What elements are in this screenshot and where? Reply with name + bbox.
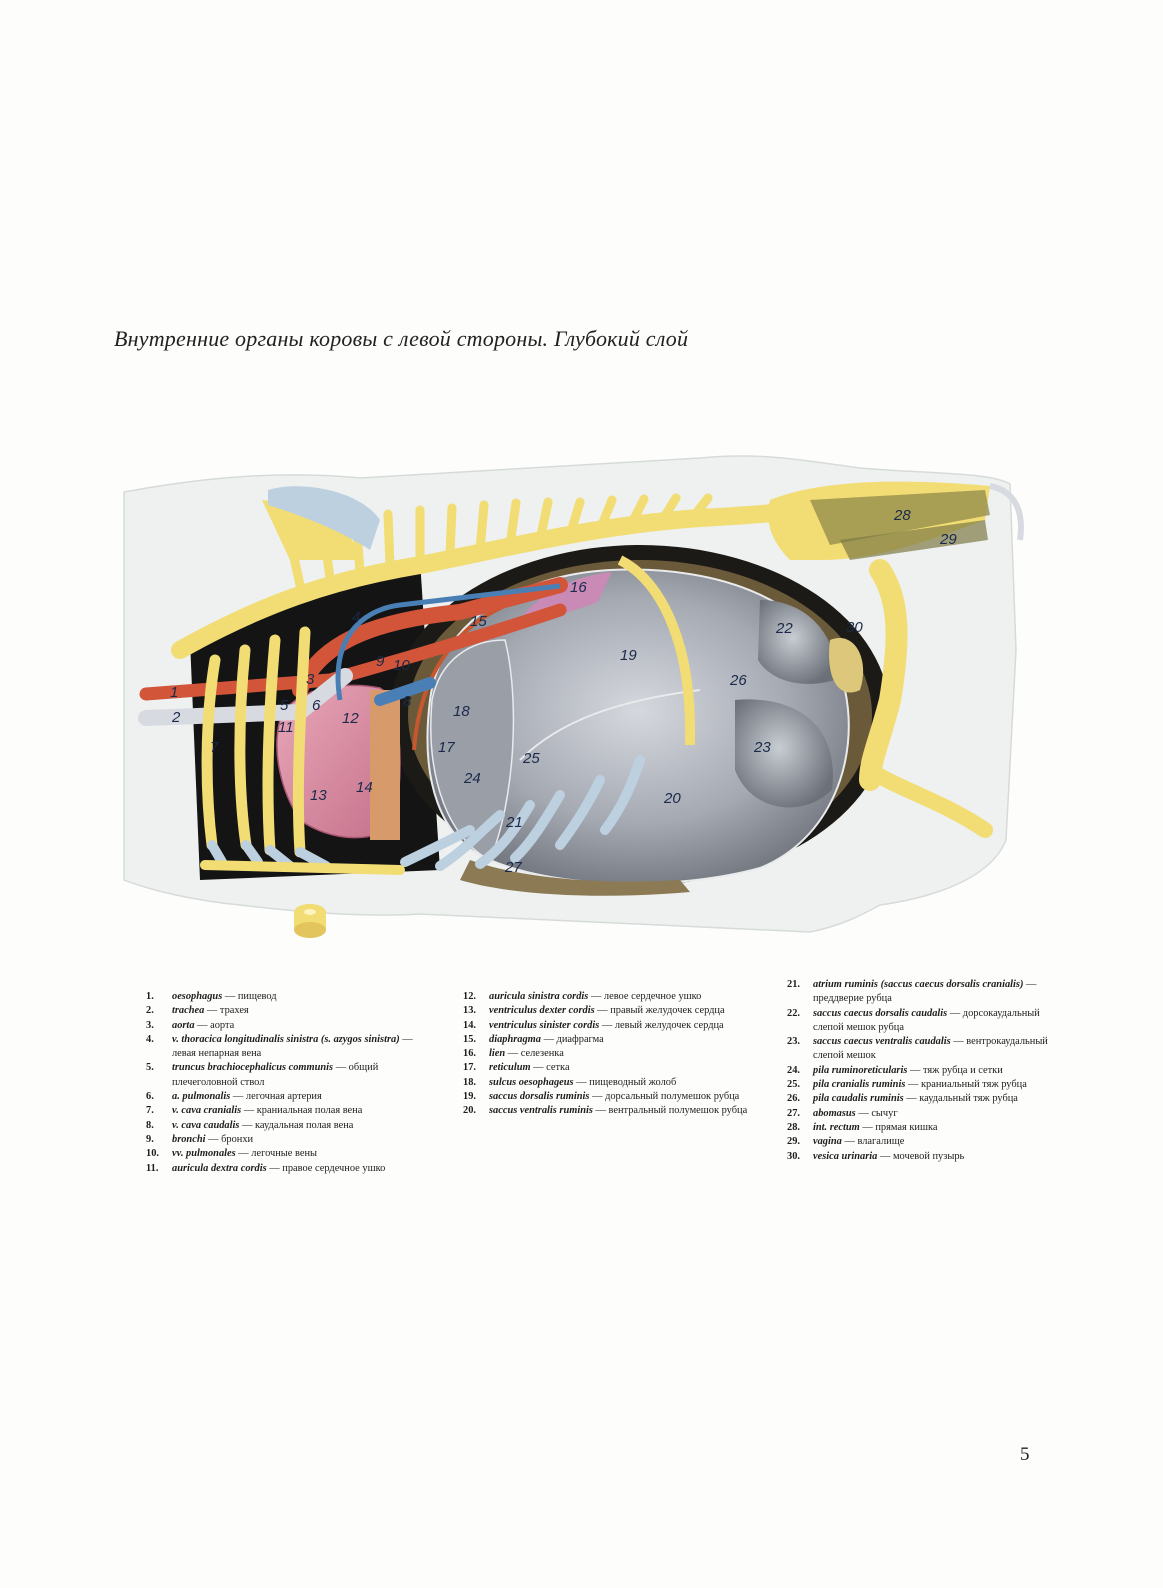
label-30: 30 bbox=[846, 619, 863, 636]
label-19: 19 bbox=[620, 647, 637, 664]
label-25: 25 bbox=[523, 750, 540, 767]
label-7: 7 bbox=[210, 739, 219, 756]
legend-entry: 9. bronchi — бронхи bbox=[146, 1133, 254, 1145]
label-6: 6 bbox=[312, 697, 321, 714]
legend-entry: 6. a. pulmonalis — легочная артерия bbox=[146, 1091, 322, 1103]
legend-entry: 3. aorta — аорта bbox=[146, 1019, 235, 1031]
legend-entry: 2. trachea — трахея bbox=[146, 1005, 249, 1017]
label-1: 1 bbox=[170, 684, 179, 701]
legend-entry: 18. sulcus oesophageus — пищеводный жолоб bbox=[463, 1076, 677, 1088]
label-27: 27 bbox=[505, 859, 522, 876]
label-13: 13 bbox=[310, 787, 327, 804]
legend-entry: 21. atrium ruminis (saccus caecus dorsalis cranialis) — преддверие рубца bbox=[787, 979, 1037, 1005]
legend-entry: 27. abomasus — сычуг bbox=[787, 1107, 898, 1119]
legend-entry: 8. v. cava caudalis — каудальная полая вена bbox=[146, 1119, 354, 1131]
label-17: 17 bbox=[438, 739, 455, 756]
legend-entry: 13. ventriculus dexter cordis — правый желудочек сердца bbox=[463, 1005, 725, 1017]
label-28: 28 bbox=[894, 507, 911, 524]
label-5: 5 bbox=[280, 697, 289, 714]
legend-entry: 7. v. cava cranialis — краниальная полая вена bbox=[146, 1105, 363, 1117]
legend-entry: 12. auricula sinistra cordis — левое сердечное ушко bbox=[463, 991, 702, 1002]
legend-column-1 bbox=[146, 990, 426, 1176]
legend-entry: 4. v. thoracica longitudinalis sinistra (s. azygos sinistra) — левая непарная вена bbox=[146, 1033, 413, 1060]
legend-entry: 30. vesica urinaria — мочевой пузырь bbox=[787, 1150, 965, 1162]
legend-entry: 22. saccus caecus dorsalis caudalis — дорсокаудальный слепой мешок рубца bbox=[787, 1007, 1040, 1033]
legend-column-2 bbox=[463, 990, 753, 1119]
left-ventricle-band bbox=[370, 690, 400, 840]
label-3: 3 bbox=[306, 671, 315, 688]
label-15: 15 bbox=[470, 613, 487, 630]
label-18: 18 bbox=[453, 703, 470, 720]
label-24: 24 bbox=[464, 770, 481, 787]
label-14: 14 bbox=[356, 779, 373, 796]
legend-entry: 25. pila cranialis ruminis — краниальный тяж рубца bbox=[787, 1079, 1027, 1091]
label-23: 23 bbox=[754, 739, 771, 756]
label-16: 16 bbox=[570, 579, 587, 596]
sternum bbox=[205, 865, 400, 870]
label-10: 10 bbox=[393, 657, 410, 674]
label-12: 12 bbox=[342, 710, 359, 727]
label-11: 11 bbox=[278, 719, 294, 736]
legend-entry: 20. saccus ventralis ruminis — вентральный полумешок рубца bbox=[463, 1105, 748, 1117]
legend-entry: 19. saccus dorsalis ruminis — дорсальный полумешок рубца bbox=[463, 1091, 740, 1103]
label-26: 26 bbox=[730, 672, 747, 689]
legend-entry: 5. truncus brachiocephalicus communis — общий плечеголовной ствол bbox=[146, 1062, 379, 1088]
page-title: Внутренние органы коровы с левой стороны. Глубокий слой bbox=[114, 326, 689, 351]
label-21: 21 bbox=[506, 814, 523, 831]
label-2: 2 bbox=[172, 709, 181, 726]
page-number: 5 bbox=[1020, 1444, 1030, 1465]
legend-entry: 11. auricula dextra cordis — правое сердечное ушко bbox=[146, 1162, 386, 1174]
legend-entry: 16. lien — селезенка bbox=[463, 1048, 564, 1060]
legend-entry: 28. int. rectum — прямая кишка bbox=[787, 1121, 938, 1133]
label-22: 22 bbox=[776, 620, 793, 637]
label-20: 20 bbox=[664, 790, 681, 807]
legend-entry: 1. oesophagus — пищевод bbox=[146, 991, 277, 1002]
cut-vertebra bbox=[294, 904, 326, 938]
legend-entry: 29. vagina — влагалище bbox=[787, 1136, 905, 1148]
legend-entry: 26. pila caudalis ruminis — каудальный тяж рубца bbox=[787, 1093, 1018, 1105]
legend-entry: 23. saccus caecus ventralis caudalis — вентрокаудальный слепой мешок bbox=[787, 1036, 1048, 1062]
label-8: 8 bbox=[403, 693, 412, 710]
legend-entry: 15. diaphragma — диафрагма bbox=[463, 1033, 604, 1045]
legend-column-3 bbox=[787, 978, 1065, 1164]
legend-entry: 14. ventriculus sinister cordis — левый желудочек сердца bbox=[463, 1019, 724, 1031]
label-4: 4 bbox=[352, 609, 361, 626]
legend-entry: 17. reticulum — сетка bbox=[463, 1062, 570, 1074]
legend-entry: 10. vv. pulmonales — легочные вены bbox=[146, 1148, 317, 1160]
label-29: 29 bbox=[940, 531, 957, 548]
label-9: 9 bbox=[376, 653, 385, 670]
legend-entry: 24. pila ruminoreticularis — тяж рубца и сетки bbox=[787, 1064, 1003, 1076]
